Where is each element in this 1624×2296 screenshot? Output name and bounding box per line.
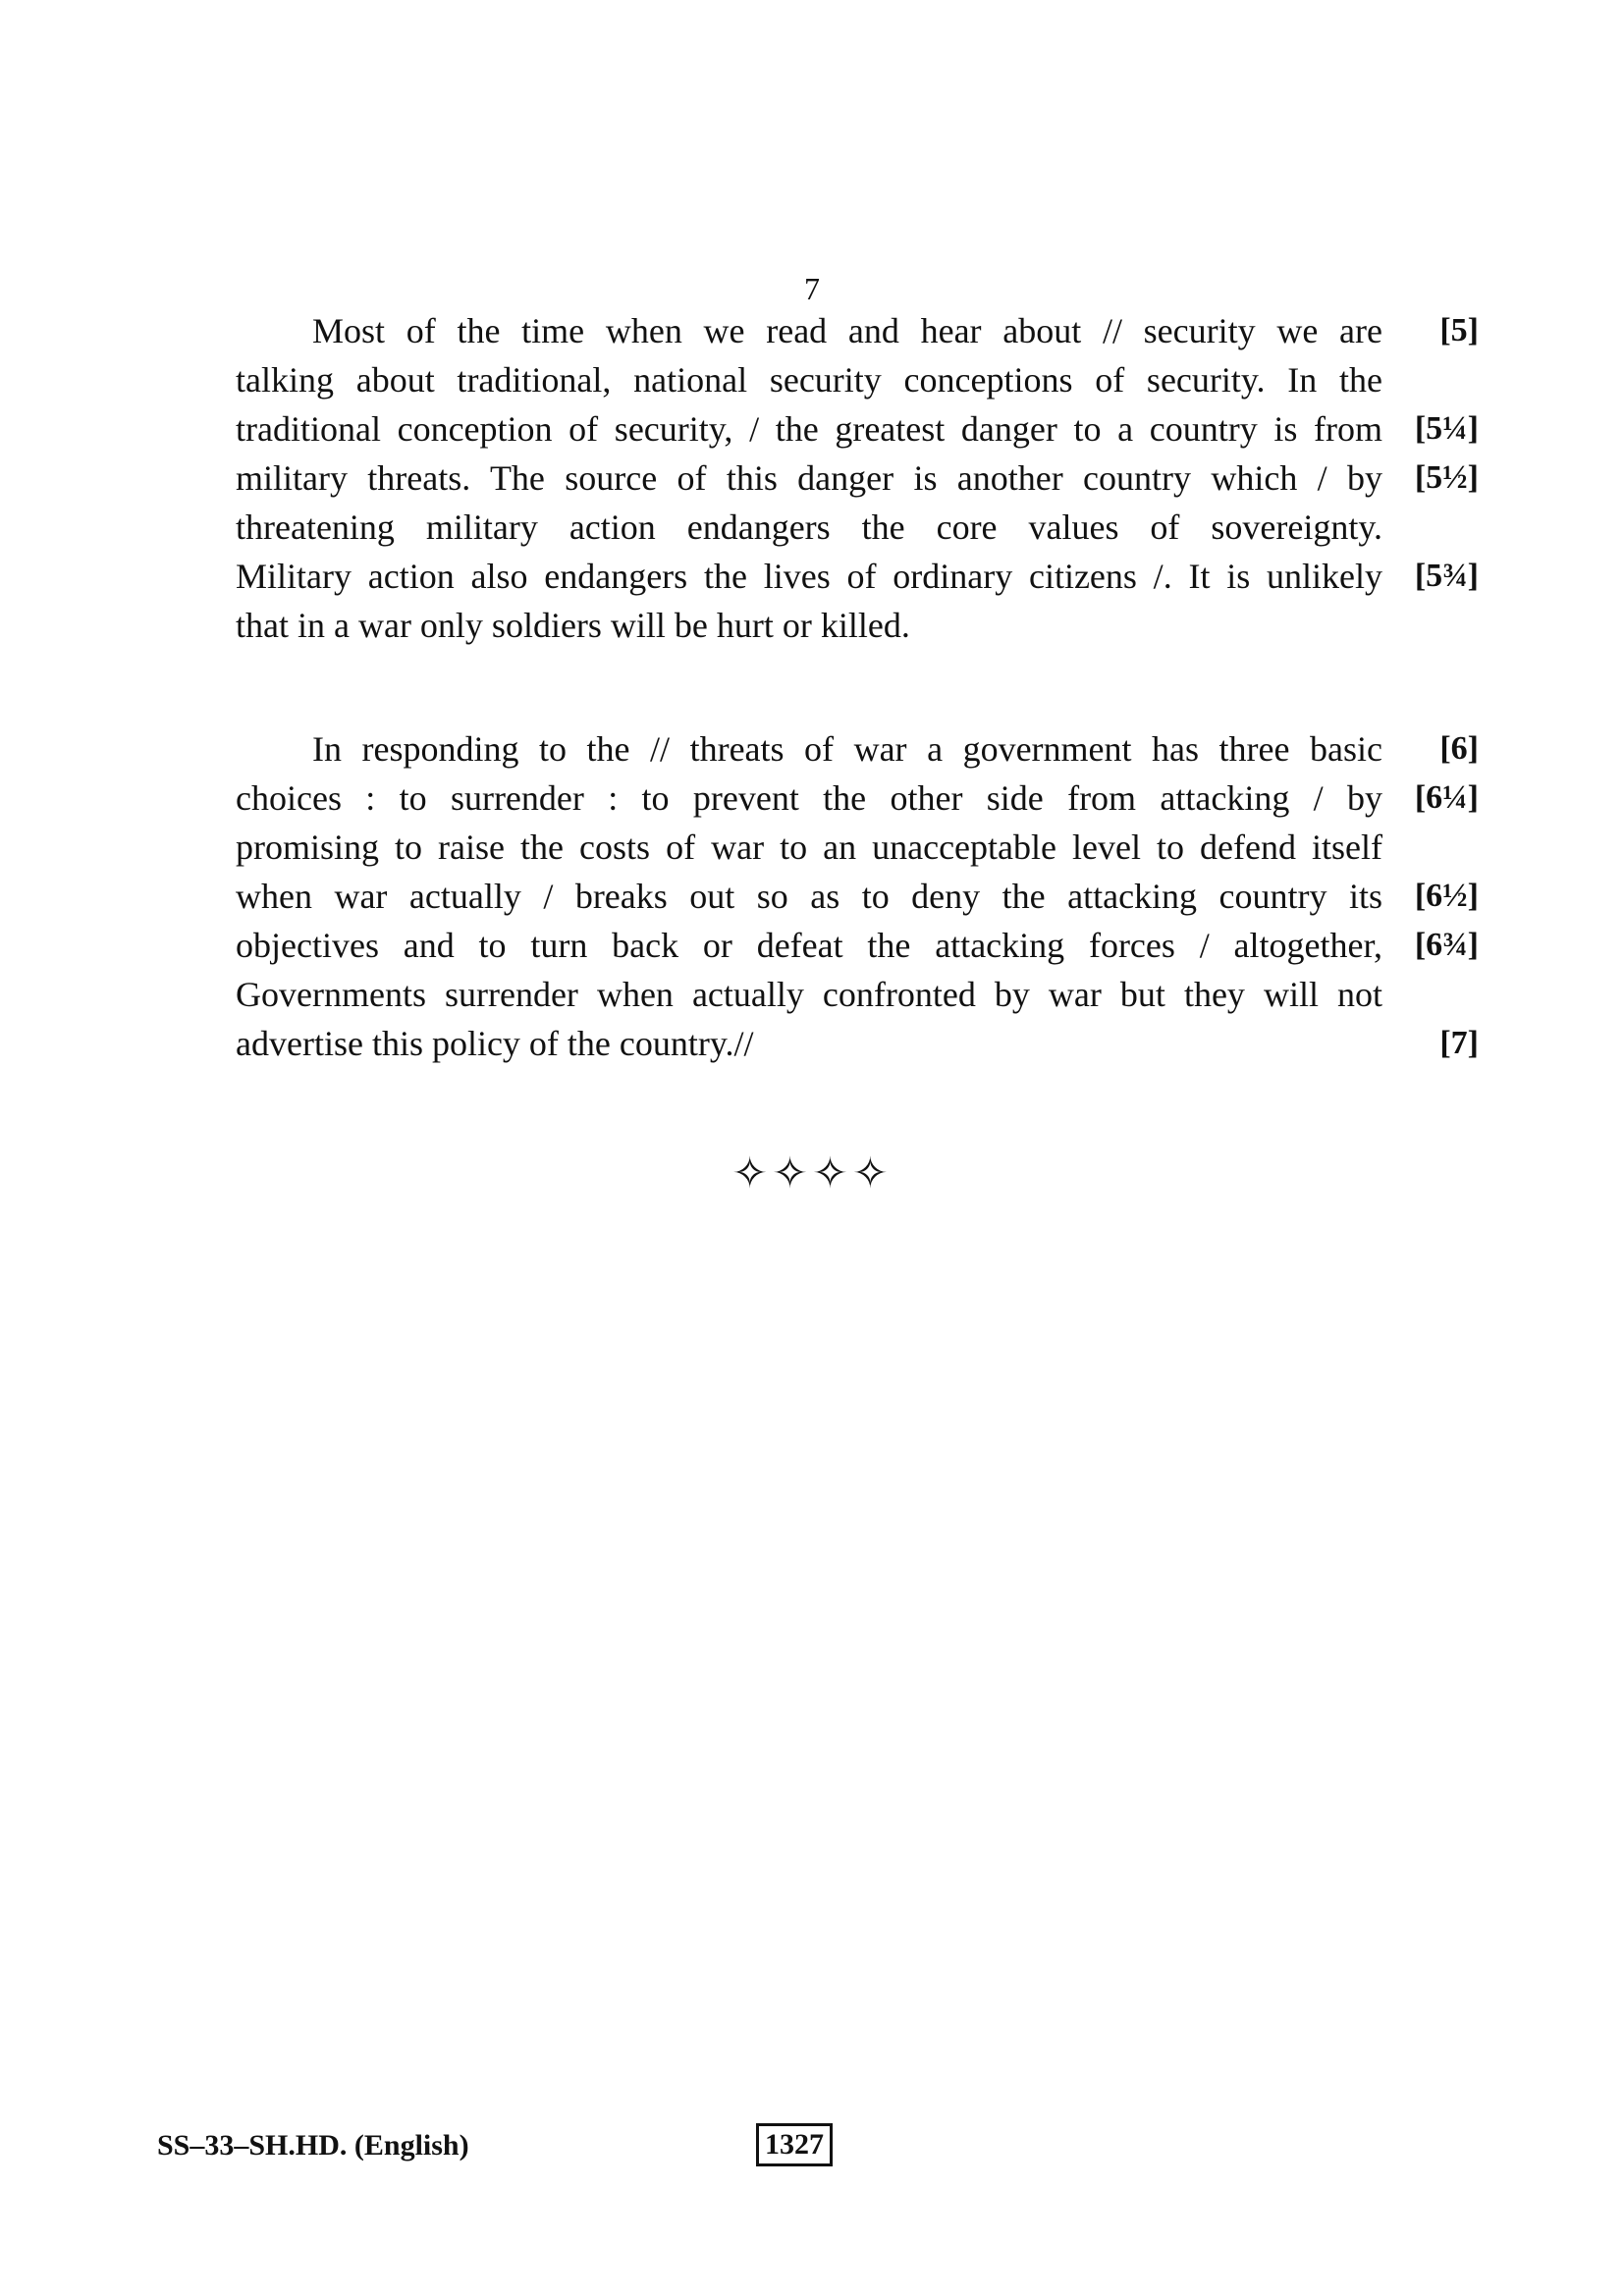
passage-1-line (236, 601, 1479, 650)
line-text: that in a war only soldiers will be hurt or killed. (236, 606, 910, 645)
line-text: when war actually / breaks out so as to deny the attacking country its (236, 877, 1382, 916)
word-count-marker: [5¾] (1414, 558, 1479, 594)
passage-1-line (236, 503, 1479, 552)
line-text: traditional conception of security, / the greatest danger to a country is from (236, 409, 1382, 449)
line-text: Governments surrender when actually confronted by war but they will not (236, 975, 1382, 1014)
line-text: threatening military action endangers the core values of sovereignty. (236, 507, 1382, 547)
paper-code: SS–33–SH.HD. (English) (157, 2129, 469, 2162)
line-text: In responding to the // threats of war a government has three basic (312, 729, 1382, 769)
line-text: objectives and to turn back or defeat the attacking forces / altogether, (236, 926, 1382, 965)
line-text: talking about traditional, national security conceptions of security. In the (236, 360, 1382, 400)
word-count-marker: [6¼] (1414, 779, 1479, 816)
end-of-text-stars: ✧✧✧✧ (731, 1149, 893, 1198)
word-count-marker: [5½] (1414, 459, 1479, 496)
word-count-marker: [5] (1439, 312, 1479, 348)
line-text: promising to raise the costs of war to an unacceptable level to defend itself (236, 828, 1382, 867)
passage-1-line (236, 355, 1479, 404)
passage-2-line (236, 823, 1479, 872)
page-serial-box: 1327 (756, 2123, 833, 2166)
passage-1 (236, 306, 1479, 650)
word-count-marker: [5¼] (1414, 410, 1479, 447)
word-count-marker: [6½] (1414, 878, 1479, 914)
word-count-marker: [6] (1439, 730, 1479, 767)
line-text: advertise this policy of the country.// (236, 1024, 754, 1063)
passage-1-line (236, 552, 1479, 601)
passage-1-line (236, 306, 1479, 355)
passage-2-line (236, 921, 1479, 970)
passage-2-line (236, 970, 1479, 1019)
line-text: military threats. The source of this danger is another country which / by (236, 458, 1382, 498)
passage-2-line (236, 724, 1479, 774)
word-count-marker: [7] (1439, 1025, 1479, 1061)
word-count-marker: [6¾] (1414, 927, 1479, 963)
passage-2-line (236, 872, 1479, 921)
line-text: Most of the time when we read and hear about // security we are (312, 311, 1382, 350)
line-text: Military action also endangers the lives of ordinary citizens /. It is unlikely (236, 557, 1382, 596)
passage-1-line (236, 404, 1479, 454)
line-text: choices : to surrender : to prevent the other side from attacking / by (236, 778, 1382, 818)
page-number: 7 (804, 271, 820, 306)
passage-1-line (236, 454, 1479, 503)
passage-2-line (236, 774, 1479, 823)
passage-2-line (236, 1019, 1479, 1068)
passage-2 (236, 724, 1479, 1068)
